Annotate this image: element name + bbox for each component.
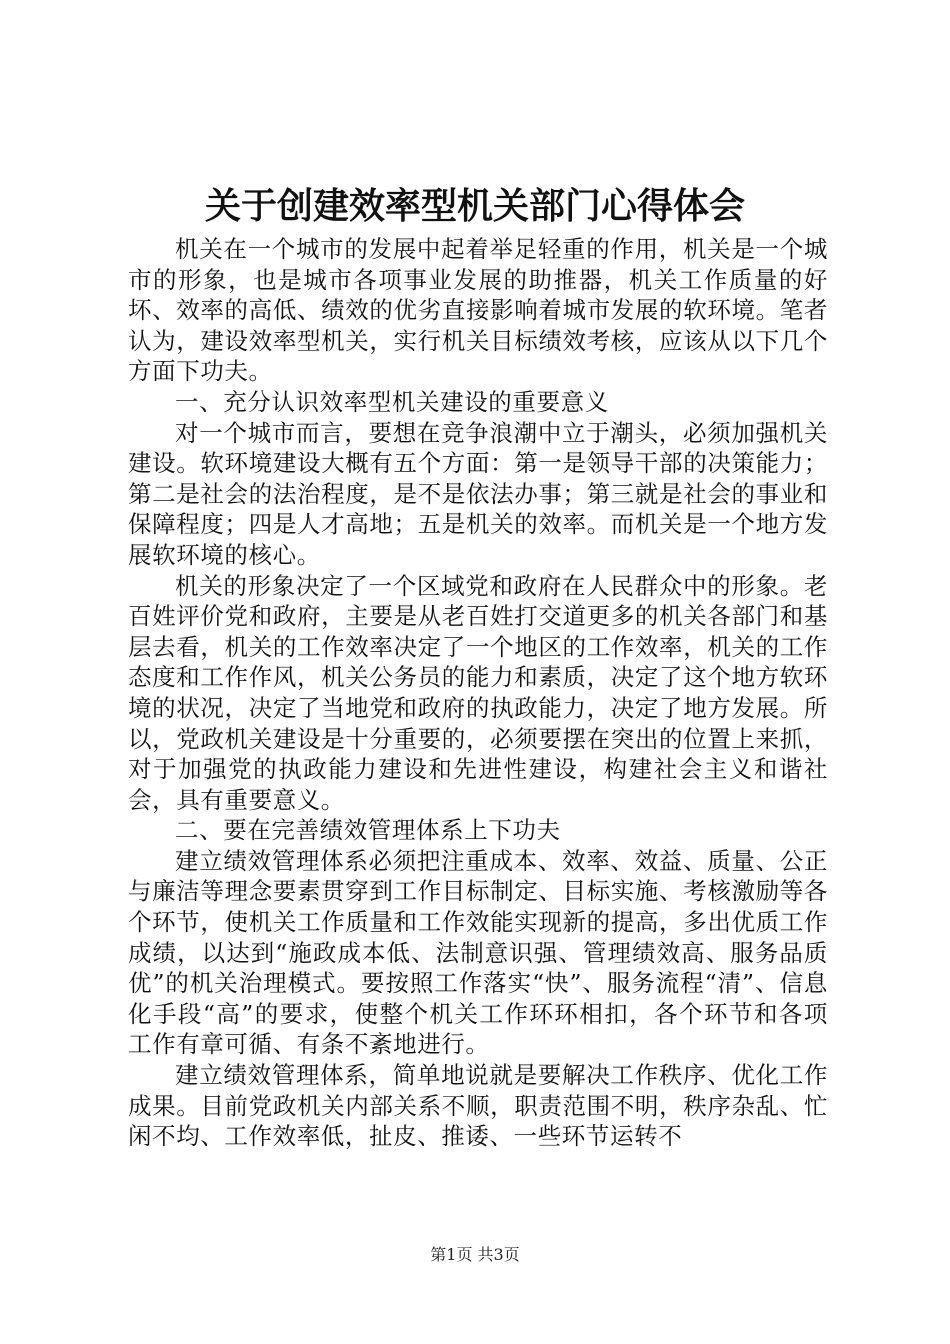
paragraph-work-order: 建立绩效管理体系，简单地说就是要解决工作秩序、优化工作成果。目前党政机关内部关系不顺，职责范围不明，秩序杂乱、忙闲不均、工作效率低，扯皮、推诿、一些环节运转不 <box>128 1061 828 1151</box>
paragraph-performance-system: 建立绩效管理体系必须把注重成本、效率、效益、质量、公正与廉洁等理念要素贯穿到工作目标制定、目标实施、考核激励等各个环节，使机关工作质量和工作效能实现新的提高，多出优质工作成绩，以达到“施政成本低、法制意识强、管理绩效高、服务品质优”的机关治理模式。要按照工作落实“快”、服务流程“清”、信息化手段“高”的要求，使整个机关工作环环相扣，各个环节和各项工作有章可循、有条不紊地进行。 <box>128 846 828 1059</box>
paragraph-intro: 机关在一个城市的发展中起着举足轻重的作用，机关是一个城市的形象，也是城市各项事业发展的助推器，机关工作质量的好坏、效率的高低、绩效的优劣直接影响着城市发展的软环境。笔者认为，建设效率型机关，实行机关目标绩效考核，应该从以下几个方面下功夫。 <box>128 235 828 386</box>
document-body <box>128 234 828 1152</box>
paragraph-soft-environment: 对一个城市而言，要想在竞争浪潮中立于潮头，必须加强机关建设。软环境建设大概有五个方面：第一是领导干部的决策能力；第二是社会的法治程度，是不是依法办事；第三就是社会的事业和保障程度；四是人才高地；五是机关的效率。而机关是一个地方发展软环境的核心。 <box>128 418 828 569</box>
document-title: 关于创建效率型机关部门心得体会 <box>204 186 745 227</box>
paragraph-agency-image: 机关的形象决定了一个区域党和政府在人民群众中的形象。老百姓评价党和政府，主要是从老百姓打交道更多的机关各部门和基层去看，机关的工作效率决定了一个地区的工作效率，机关的工作态度和工作作风，机关公务员的能力和素质，决定了这个地方软环境的状况，决定了当地党和政府的执政能力，决定了地方发展。所以，党政机关建设是十分重要的，必须要摆在突出的位置上来抓，对于加强党的执政能力建设和先进性建设，构建社会主义和谐社会，具有重要意义。 <box>128 571 828 814</box>
section-heading-1: 一、充分认识效率型机关建设的重要意义 <box>175 387 609 416</box>
page-number-footer: 第1页 共3页 <box>430 1245 520 1264</box>
section-heading-2: 二、要在完善绩效管理体系上下功夫 <box>175 816 561 845</box>
